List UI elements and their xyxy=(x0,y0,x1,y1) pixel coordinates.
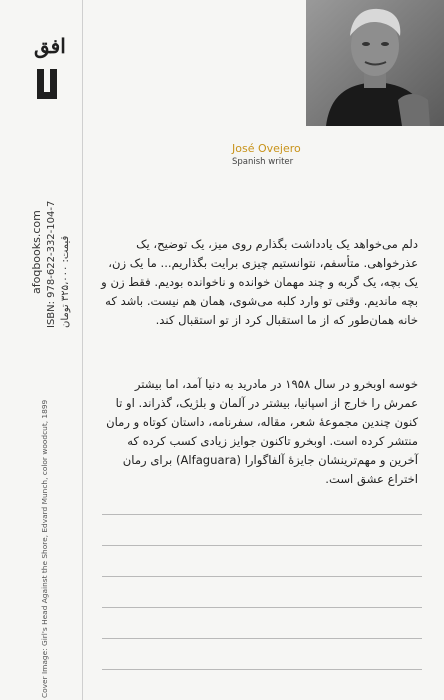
cover-image-credit: Cover Image: Girl's Head Against the Shore, Edvard Munch, color woodcut, 1899 xyxy=(40,399,49,698)
author-photo xyxy=(306,0,444,126)
ruled-line xyxy=(102,576,422,577)
publisher-website: afoqbooks.com xyxy=(30,210,43,294)
ruled-line xyxy=(102,545,422,546)
blurb-paragraph-1: دلم می‌خواهد یک یادداشت بگذارم روی میز، یک توضیح، یک عذرخواهی. متأسفم، نتوانستیم چیزی برایت بگذاریم... ما یک زن، یک بچه، یک گربه و چند مهمان خوانده و ناخوانده بودیم. فقط زن و بچه ماندیم. وقتی تو وارد کلبه می‌شوی، همان هم نیست. باشد که خانه همان‌طور که از ما استقبال کرد از تو استقبال کند. xyxy=(101,237,418,327)
price-text: قیمت: ۳۲۵،۰۰۰ تومان xyxy=(60,235,71,328)
ruled-line xyxy=(102,669,422,670)
ruled-line xyxy=(102,607,422,608)
publisher-logo-text: افق xyxy=(34,34,66,58)
author-name: José Ovejero xyxy=(232,142,301,155)
ruled-line xyxy=(102,638,422,639)
publisher-logo-icon xyxy=(37,69,63,99)
spine-divider xyxy=(82,0,83,700)
blurb-paragraph-2: خوسه اوبخرو در سال ۱۹۵۸ در مادرید به دنیا آمد، اما بیشتر عمرش را خارج از اسپانیا، بیشتر در آلمان و بلژیک، گذراند. او تا کنون چندین مجموعهٔ شعر، مقاله، سفرنامه، داستان کوتاه و رمان منتشر کرده است. اوبخرو تاکنون جوایز زیادی کسب کرده که آخرین و مهم‌ترینشان جایزهٔ آلفاگوارا (Alfaguara) برای رمان اختراع عشق است. xyxy=(106,377,418,486)
ruled-line xyxy=(102,514,422,515)
author-role: Spanish writer xyxy=(232,157,294,167)
isbn-text: ISBN: 978-622-332-104-7 xyxy=(46,200,57,328)
